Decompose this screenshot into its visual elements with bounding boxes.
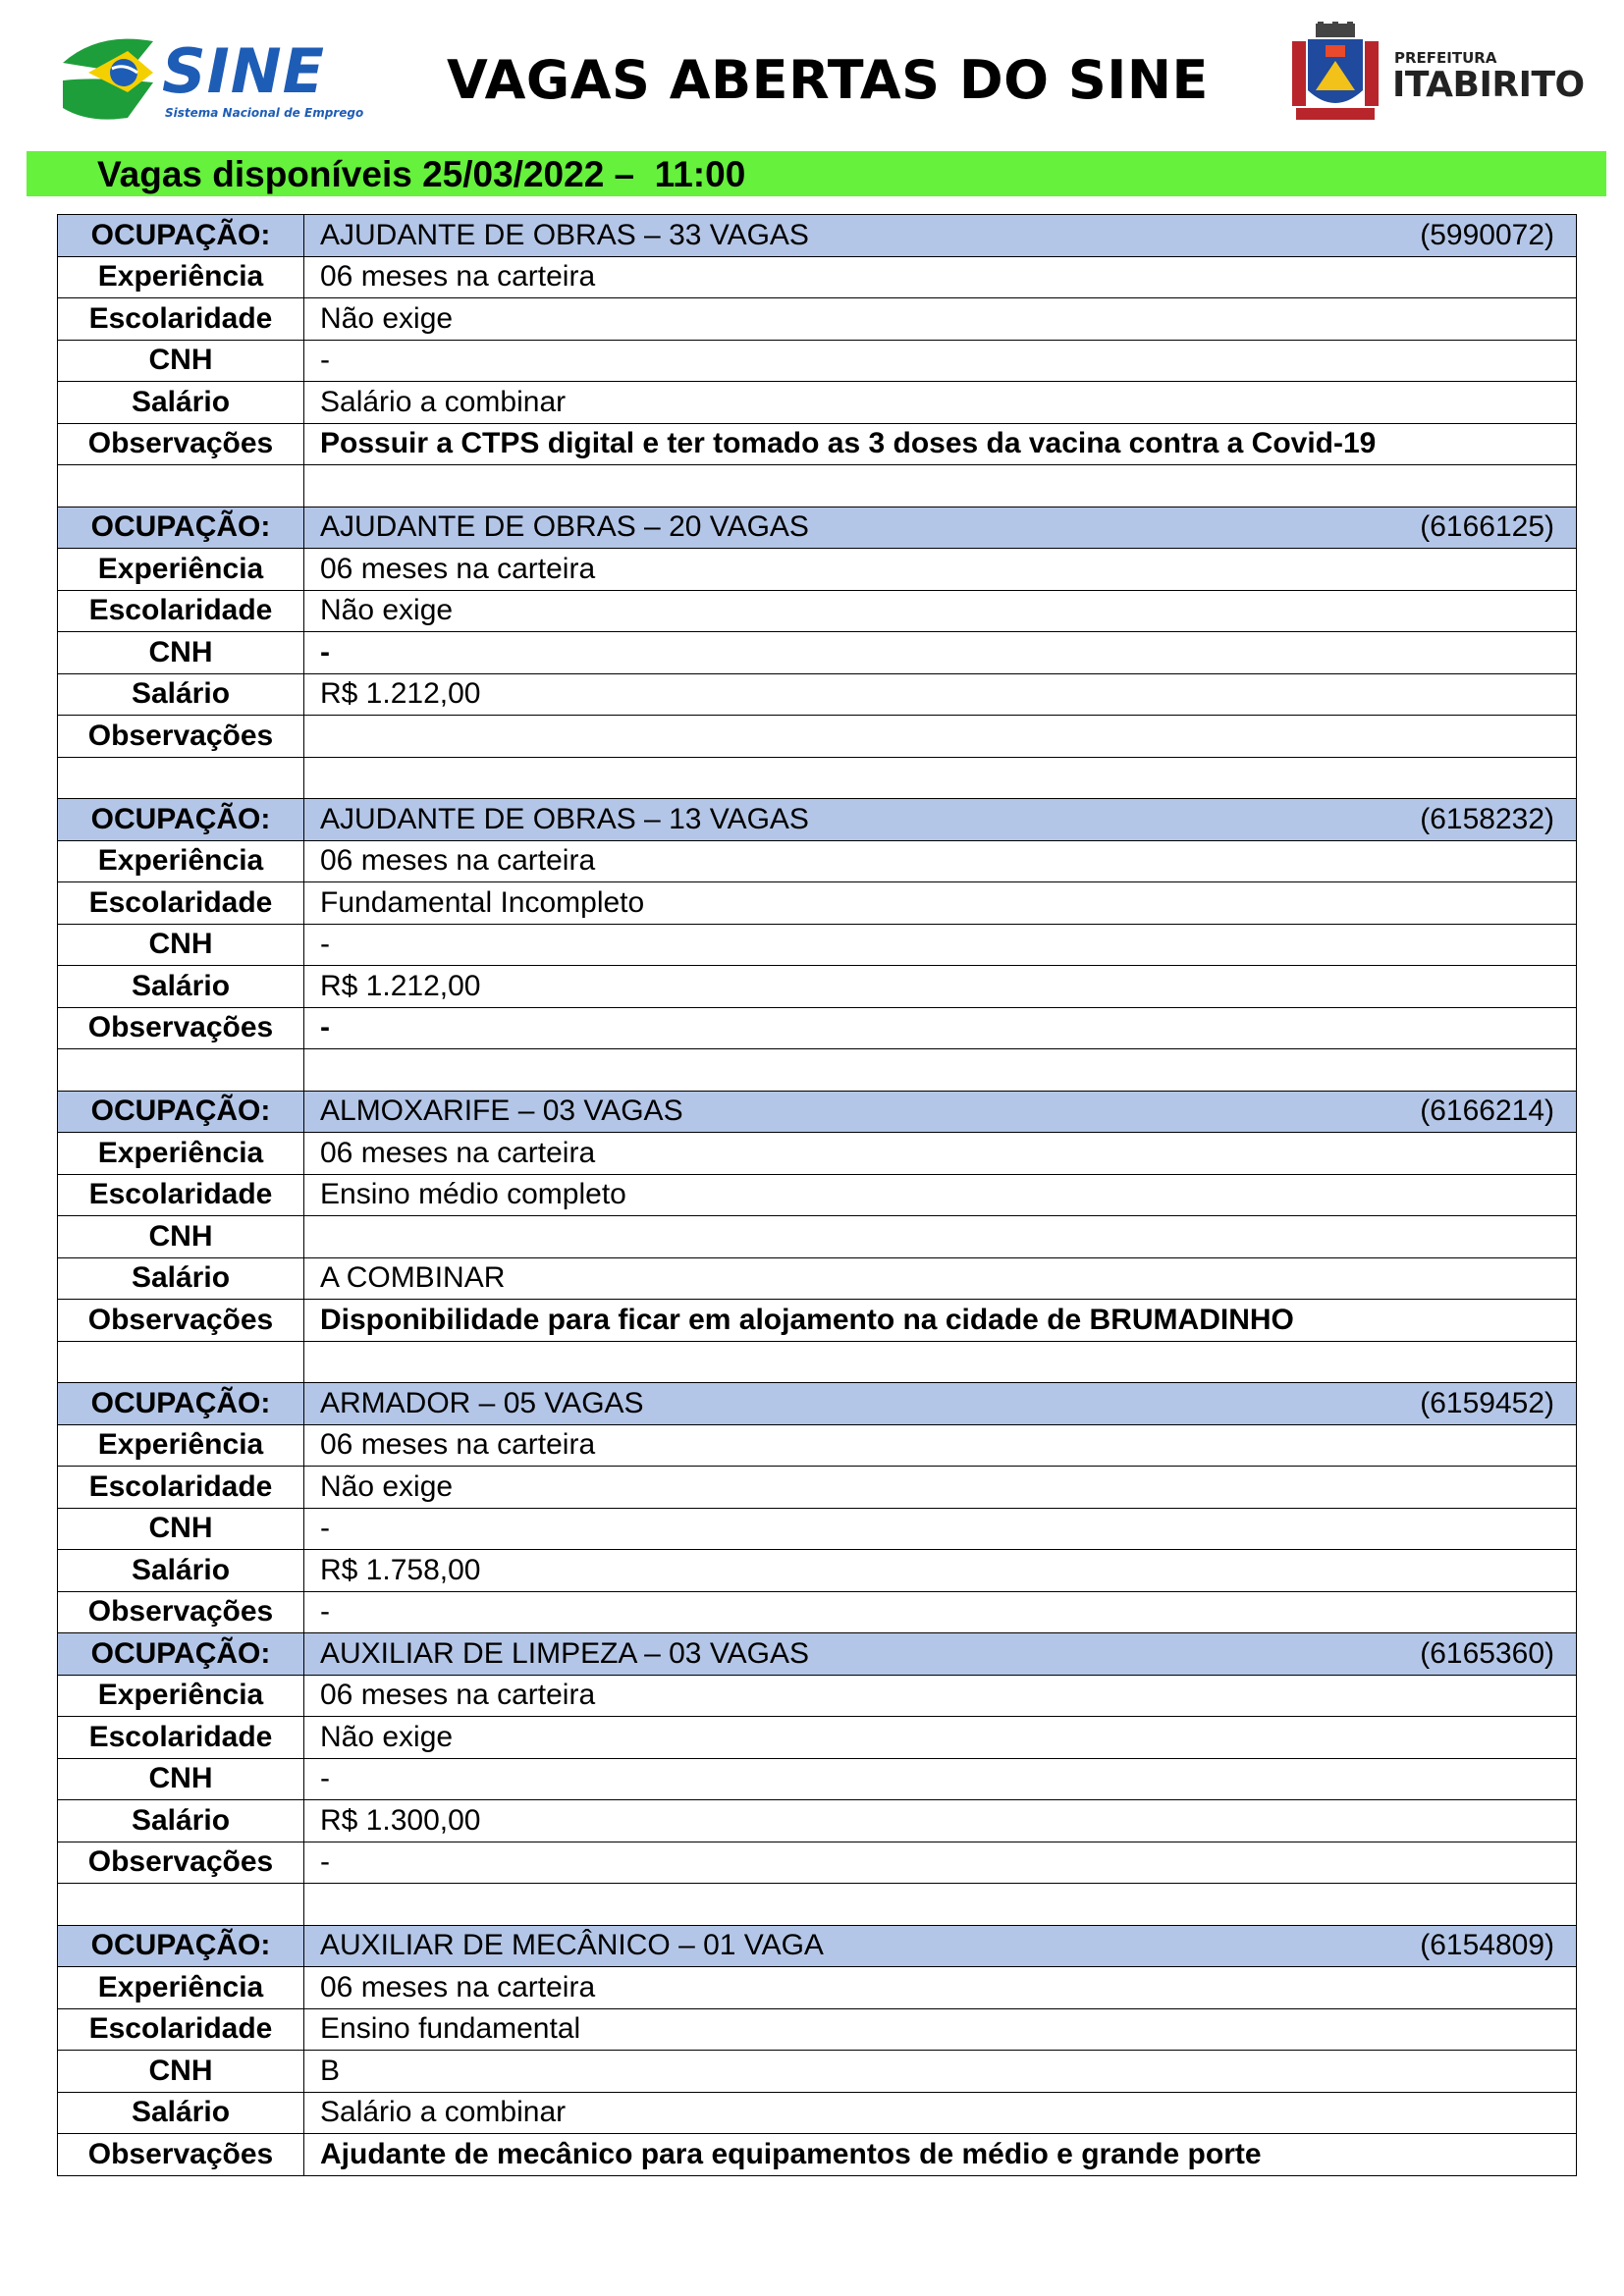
sine-logo-text: SINE (162, 35, 325, 107)
spacer-row (58, 1341, 1577, 1383)
occupation-code: (6166214) (1420, 1095, 1554, 1128)
job-occupation-row (58, 507, 1577, 549)
job-salary-label: Salário (58, 382, 304, 424)
spacer-cell (304, 465, 1577, 507)
job-salary-value: Salário a combinar (304, 2092, 1577, 2134)
job-notes-value (304, 716, 1577, 758)
occupation-code: (6166125) (1420, 510, 1554, 544)
spacer-cell (304, 1884, 1577, 1926)
occupation-cell (304, 799, 1577, 841)
job-license-label: CNH (58, 632, 304, 674)
job-education-value: Não exige (304, 590, 1577, 632)
job-license-label: CNH (58, 2051, 304, 2093)
job-notes-label: Observações (58, 716, 304, 758)
prefeitura-label: PREFEITURA (1394, 49, 1497, 67)
occupation-label: OCUPAÇÃO: (58, 507, 304, 549)
job-education-label: Escolaridade (58, 590, 304, 632)
job-experience-value: 06 meses na carteira (304, 1675, 1577, 1717)
job-experience-row (58, 1675, 1577, 1717)
job-salary-label: Salário (58, 2092, 304, 2134)
job-license-row (58, 632, 1577, 674)
job-notes-row (58, 716, 1577, 758)
job-license-label: CNH (58, 1508, 304, 1550)
job-experience-label: Experiência (58, 1967, 304, 2009)
job-occupation-row (58, 799, 1577, 841)
spacer-row (58, 465, 1577, 507)
occupation-code: (5990072) (1420, 218, 1554, 251)
job-experience-row (58, 1133, 1577, 1175)
occupation-cell (304, 215, 1577, 257)
job-license-row (58, 340, 1577, 382)
job-education-label: Escolaridade (58, 882, 304, 925)
job-occupation-row (58, 1383, 1577, 1425)
job-license-value: - (304, 924, 1577, 966)
prefeitura-name: ITABIRITO (1392, 65, 1585, 105)
job-education-label: Escolaridade (58, 2008, 304, 2051)
occupation-cell (304, 1383, 1577, 1425)
job-notes-row (58, 423, 1577, 465)
job-education-value: Não exige (304, 1717, 1577, 1759)
occupation-label: OCUPAÇÃO: (58, 1383, 304, 1425)
occupation-code: (6165360) (1420, 1636, 1554, 1670)
job-occupation-row (58, 1091, 1577, 1133)
job-notes-label: Observações (58, 1591, 304, 1633)
job-license-label: CNH (58, 1216, 304, 1258)
occupation-label: OCUPAÇÃO: (58, 1091, 304, 1133)
page-header (0, 0, 1624, 147)
job-experience-label: Experiência (58, 1424, 304, 1467)
job-experience-row (58, 1967, 1577, 2009)
job-salary-label: Salário (58, 1257, 304, 1300)
job-salary-row (58, 1550, 1577, 1592)
job-notes-row (58, 1842, 1577, 1884)
job-education-row (58, 298, 1577, 341)
job-license-row (58, 1758, 1577, 1800)
occupation-code: (6158232) (1420, 802, 1554, 835)
job-notes-value: Possuir a CTPS digital e ter tomado as 3 doses da vacina contra a Covid-19 (304, 423, 1577, 465)
occupation-label: OCUPAÇÃO: (58, 215, 304, 257)
job-listings-table (57, 214, 1577, 2176)
job-license-value: - (304, 1508, 1577, 1550)
job-license-value: - (304, 1758, 1577, 1800)
occupation-label: OCUPAÇÃO: (58, 1925, 304, 1967)
spacer-row (58, 1049, 1577, 1092)
job-salary-label: Salário (58, 966, 304, 1008)
job-experience-row (58, 1424, 1577, 1467)
job-occupation-row (58, 1925, 1577, 1967)
job-license-value: - (304, 632, 1577, 674)
job-education-value: Não exige (304, 298, 1577, 341)
spacer-cell (58, 1884, 304, 1926)
job-license-label: CNH (58, 340, 304, 382)
job-education-label: Escolaridade (58, 298, 304, 341)
spacer-row (58, 757, 1577, 799)
spacer-cell (304, 757, 1577, 799)
spacer-cell (58, 1049, 304, 1092)
occupation-title: AJUDANTE DE OBRAS – 33 VAGAS (320, 218, 809, 251)
occupation-title: AUXILIAR DE LIMPEZA – 03 VAGAS (320, 1636, 809, 1670)
job-education-label: Escolaridade (58, 1717, 304, 1759)
job-salary-row (58, 1257, 1577, 1300)
job-notes-label: Observações (58, 423, 304, 465)
job-experience-row (58, 256, 1577, 298)
job-education-row (58, 590, 1577, 632)
job-education-value: Não exige (304, 1467, 1577, 1509)
job-salary-row (58, 966, 1577, 1008)
job-salary-value: R$ 1.300,00 (304, 1800, 1577, 1842)
sine-logo (59, 29, 364, 128)
occupation-title: AUXILIAR DE MECÂNICO – 01 VAGA (320, 1929, 824, 1962)
job-education-label: Escolaridade (58, 1467, 304, 1509)
job-license-label: CNH (58, 1758, 304, 1800)
job-education-row (58, 1717, 1577, 1759)
occupation-title: ARMADOR – 05 VAGAS (320, 1386, 644, 1419)
spacer-cell (58, 757, 304, 799)
job-experience-label: Experiência (58, 1675, 304, 1717)
job-salary-value: R$ 1.212,00 (304, 673, 1577, 716)
date-banner (27, 151, 1606, 196)
job-experience-label: Experiência (58, 549, 304, 591)
date-banner-text: Vagas disponíveis 25/03/2022 – 11:00 (97, 154, 746, 194)
job-salary-label: Salário (58, 673, 304, 716)
job-license-row (58, 1216, 1577, 1258)
job-experience-value: 06 meses na carteira (304, 1967, 1577, 2009)
job-notes-value: - (304, 1007, 1577, 1049)
spacer-cell (58, 1341, 304, 1383)
job-experience-value: 06 meses na carteira (304, 1424, 1577, 1467)
occupation-code: (6154809) (1420, 1929, 1554, 1962)
job-education-label: Escolaridade (58, 1174, 304, 1216)
job-notes-value: Disponibilidade para ficar em alojamento na cidade de BRUMADINHO (304, 1300, 1577, 1342)
job-salary-value: A COMBINAR (304, 1257, 1577, 1300)
spacer-cell (304, 1049, 1577, 1092)
job-salary-label: Salário (58, 1800, 304, 1842)
job-experience-value: 06 meses na carteira (304, 1133, 1577, 1175)
job-notes-row (58, 1591, 1577, 1633)
job-notes-row (58, 1007, 1577, 1049)
job-license-row (58, 2051, 1577, 2093)
job-occupation-row (58, 215, 1577, 257)
job-salary-value: R$ 1.758,00 (304, 1550, 1577, 1592)
job-education-value: Ensino fundamental (304, 2008, 1577, 2051)
job-salary-value: R$ 1.212,00 (304, 966, 1577, 1008)
prefeitura-logo (1286, 22, 1585, 130)
job-notes-row (58, 2134, 1577, 2176)
job-license-label: CNH (58, 924, 304, 966)
job-notes-value: - (304, 1842, 1577, 1884)
job-experience-value: 06 meses na carteira (304, 840, 1577, 882)
job-license-value (304, 1216, 1577, 1258)
job-education-row (58, 882, 1577, 925)
occupation-title: ALMOXARIFE – 03 VAGAS (320, 1095, 683, 1128)
job-salary-value: Salário a combinar (304, 382, 1577, 424)
brazil-flag-icon (59, 33, 167, 124)
job-notes-label: Observações (58, 2134, 304, 2176)
occupation-code: (6159452) (1420, 1386, 1554, 1419)
job-salary-row (58, 673, 1577, 716)
job-experience-row (58, 840, 1577, 882)
occupation-label: OCUPAÇÃO: (58, 1633, 304, 1676)
job-experience-label: Experiência (58, 256, 304, 298)
job-license-value: B (304, 2051, 1577, 2093)
job-experience-value: 06 meses na carteira (304, 549, 1577, 591)
spacer-cell (304, 1341, 1577, 1383)
job-occupation-row (58, 1633, 1577, 1676)
job-license-row (58, 1508, 1577, 1550)
page-title: VAGAS ABERTAS DO SINE (447, 49, 1209, 111)
sine-logo-subtitle: Sistema Nacional de Emprego (165, 106, 364, 120)
job-notes-label: Observações (58, 1300, 304, 1342)
job-license-row (58, 924, 1577, 966)
job-education-row (58, 1174, 1577, 1216)
occupation-cell (304, 1633, 1577, 1676)
occupation-cell (304, 1091, 1577, 1133)
occupation-title: AJUDANTE DE OBRAS – 20 VAGAS (320, 510, 809, 544)
city-coat-of-arms-icon (1286, 22, 1384, 130)
job-license-value: - (304, 340, 1577, 382)
job-experience-label: Experiência (58, 840, 304, 882)
job-notes-label: Observações (58, 1007, 304, 1049)
job-notes-row (58, 1300, 1577, 1342)
job-notes-label: Observações (58, 1842, 304, 1884)
job-salary-row (58, 382, 1577, 424)
job-salary-row (58, 1800, 1577, 1842)
occupation-title: AJUDANTE DE OBRAS – 13 VAGAS (320, 802, 809, 835)
job-education-value: Ensino médio completo (304, 1174, 1577, 1216)
spacer-cell (58, 465, 304, 507)
job-experience-label: Experiência (58, 1133, 304, 1175)
job-salary-row (58, 2092, 1577, 2134)
job-experience-value: 06 meses na carteira (304, 256, 1577, 298)
job-notes-value: - (304, 1591, 1577, 1633)
spacer-row (58, 1884, 1577, 1926)
job-education-row (58, 1467, 1577, 1509)
occupation-cell (304, 1925, 1577, 1967)
job-education-value: Fundamental Incompleto (304, 882, 1577, 925)
occupation-label: OCUPAÇÃO: (58, 799, 304, 841)
occupation-cell (304, 507, 1577, 549)
job-education-row (58, 2008, 1577, 2051)
job-notes-value: Ajudante de mecânico para equipamentos de médio e grande porte (304, 2134, 1577, 2176)
job-experience-row (58, 549, 1577, 591)
job-salary-label: Salário (58, 1550, 304, 1592)
